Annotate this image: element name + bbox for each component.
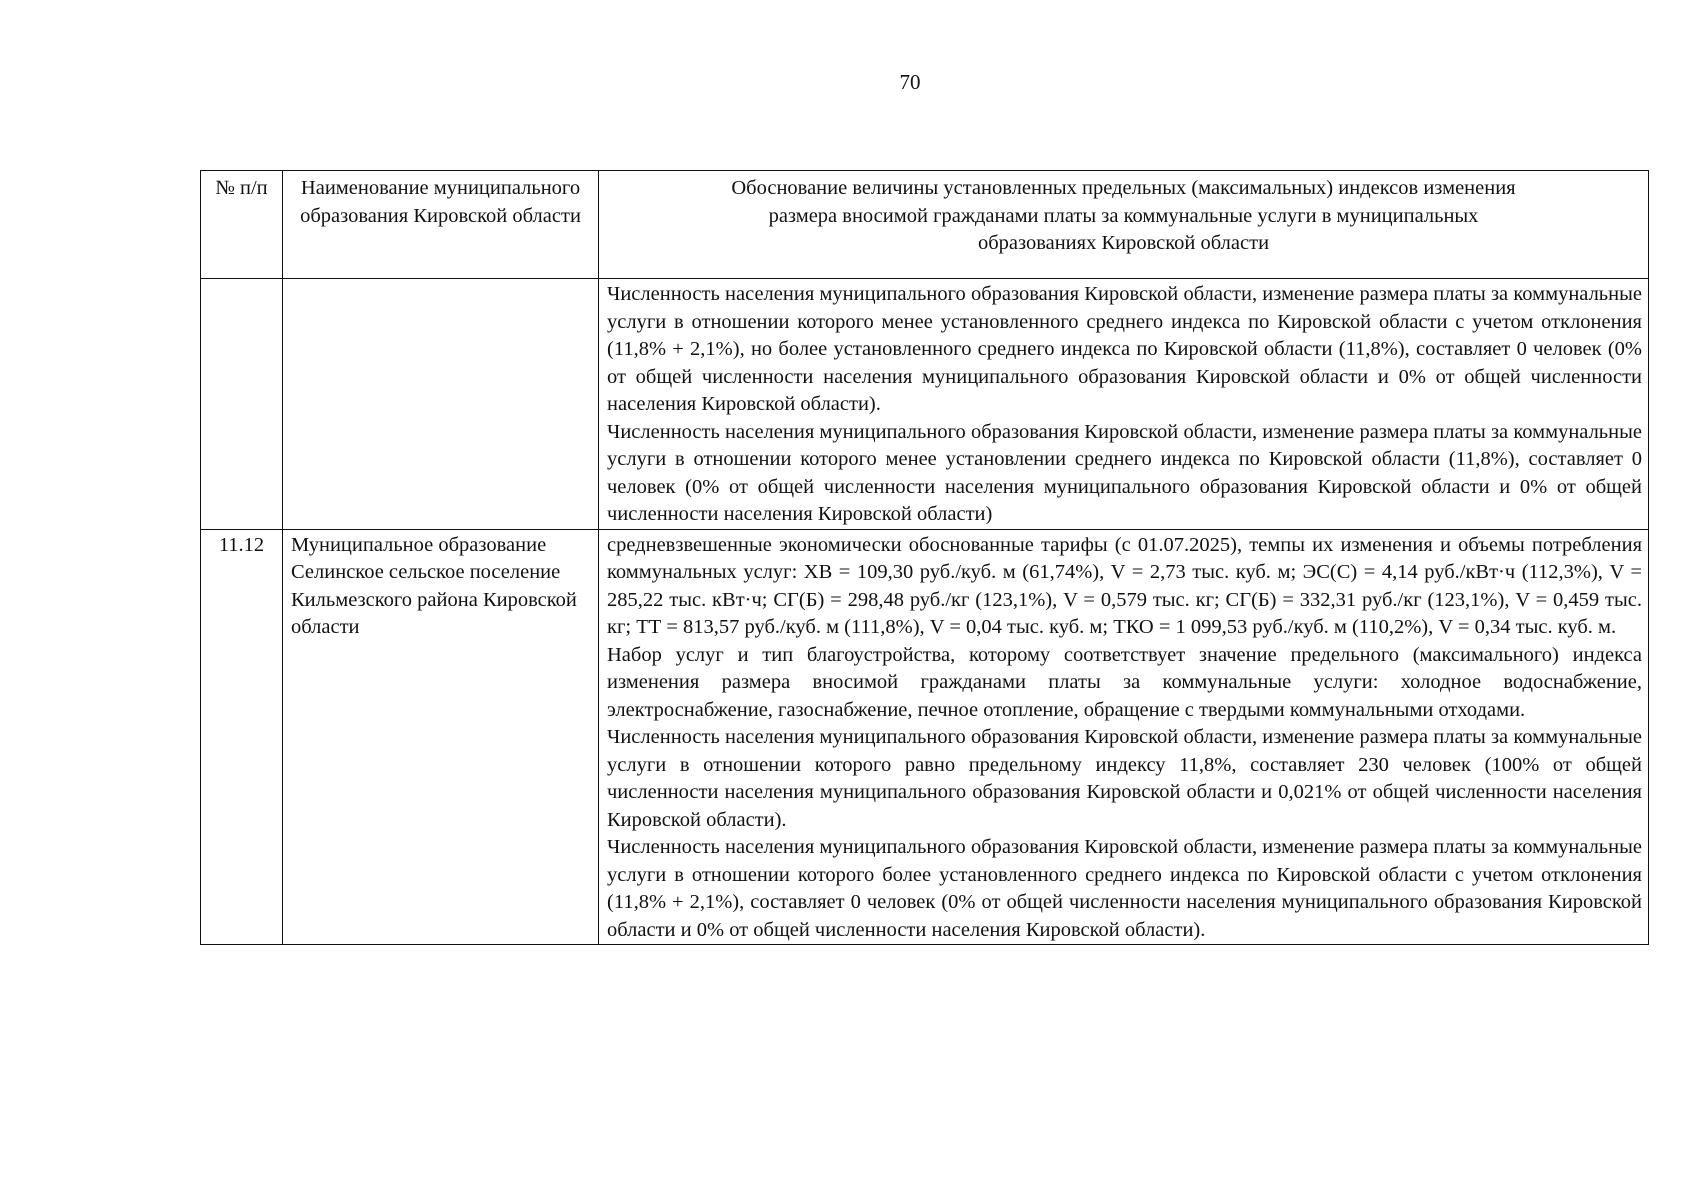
justification-paragraph: Численность населения муниципального образования Кировской области, изменение размера платы за коммунальные услуги в отношении которого менее установлении среднего индекса по Кировской области (11,8%), составляет 0 человек (0% от общей численности населения муниципального образования Кировской области и 0% от общей численности населения Кировской области) — [607, 420, 1642, 525]
table-row — [201, 279, 1649, 530]
row-name-cell: Муниципальное образование Селинское сельское поселение Кильмезского района Кировской области — [283, 529, 599, 945]
row-number-cell: 11.12 — [201, 529, 283, 945]
header-justification: Обоснование величины установленных предельных (максимальных) индексов изменения размера вносимой гражданами платы за коммунальные услуги в муниципальных образованиях Кировской области — [599, 171, 1649, 279]
justification-paragraph: средневзвешенные экономически обоснованные тарифы (с 01.07.2025), темпы их изменения и объемы потребления коммунальных услуг: ХВ = 109,30 руб./куб. м (61,74%), V = 2,73 тыс. куб. м; ЭС(С) = 4,14 руб./кВт·ч (112,3%), V = 285,22 тыс. кВт·ч; СГ(Б) = 298,48 руб./кг (123,1%), V = 0,579 тыс. кг; СГ(Б) = 332,31 руб./кг (123,1%), V = 0,459 тыс. кг; ТТ = 813,57 руб./куб. м (111,8%), V = 0,04 тыс. куб. м; ТКО = 1 099,53 руб./куб. м (110,2%), V = 0,34 тыс. куб. м. — [607, 533, 1642, 638]
row-number-cell — [201, 279, 283, 530]
page-number: 70 — [899, 70, 921, 94]
row-justification-cell — [599, 279, 1649, 530]
row-name-cell — [283, 279, 599, 530]
header-number: № п/п — [201, 171, 283, 279]
justification-paragraph: Численность населения муниципального образования Кировской области, изменение размера платы за коммунальные услуги в отношении которого менее установленного среднего индекса по Кировской области с учетом отклонения (11,8% + 2,1%), но более установленного среднего индекса по Кировской области (11,8%), составляет 0 человек (0% от общей численности населения муниципального образования Кировской области и 0% от общей численности населения Кировской области). — [607, 283, 1642, 415]
justification-paragraph: Численность населения муниципального образования Кировской области, изменение размера платы за коммунальные услуги в отношении которого более установленного среднего индекса по Кировской области с учетом отклонения (11,8% + 2,1%), составляет 0 человек (0% от общей численности населения муниципального образования Кировской области и 0% от общей численности населения Кировской области). — [607, 836, 1642, 941]
tariff-index-table — [200, 170, 1649, 945]
table-row — [201, 529, 1649, 945]
justification-paragraph: Набор услуг и тип благоустройства, которому соответствует значение предельного (максимального) индекса изменения размера вносимой гражданами платы за коммунальные услуги: холодное водоснабжение, электроснабжение, газоснабжение, печное отопление, обращение с твердыми коммунальными отходами. — [607, 643, 1642, 721]
row-justification-cell — [599, 529, 1649, 945]
justification-paragraph: Численность населения муниципального образования Кировской области, изменение размера платы за коммунальные услуги в отношении которого равно предельному индексу 11,8%, составляет 230 человек (100% от общей численности населения муниципального образования Кировской области и 0,021% от общей численности населения Кировской области). — [607, 726, 1642, 831]
table-header-row — [201, 171, 1649, 279]
header-municipality-name: Наименование муниципального образования Кировской области — [283, 171, 599, 279]
